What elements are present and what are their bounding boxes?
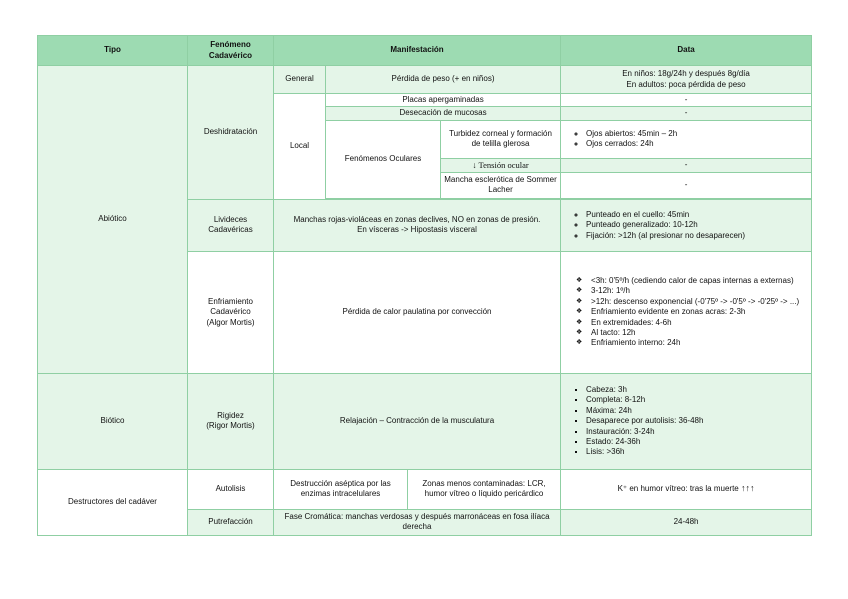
list-item: ▪ Estado: 24-36h [586,437,808,447]
list-item: ◦ Punteado generalizado: 10-12h [586,220,808,230]
autolisis-manifestacion-2: Zonas menos contaminadas: LCR, humor vítreo o líquido pericárdico [408,469,561,509]
list-item: ❖ Al tacto: 12h [576,328,808,338]
list-item: ▪ Máxima: 24h [586,406,808,416]
list-item: ❖ En extremidades: 4-6h [576,318,808,328]
header-manifestacion: Manifestación [274,36,561,66]
tipo-biotico: Biótico [38,373,188,469]
list-item: ▪ Lisis: >36h [586,447,808,457]
general-manifestacion: Pérdida de peso (+ en niños) [326,66,561,94]
placas-manifestacion: Placas apergaminadas [326,94,561,107]
list-item: ▪ Completa: 8-12h [586,395,808,405]
header-fenomeno-line2: Cadavérico [208,50,253,60]
desecacion-data: - [561,107,812,120]
tipo-destructores: Destructores del cadáver [38,469,188,535]
general-data [561,66,812,94]
postmortem-phenomena-table [37,35,812,536]
header-fenomeno [188,36,274,66]
list-item: ▪ Desaparece por autolisis: 36-48h [586,416,808,426]
enfriamiento-line1: Enfriamiento [208,296,253,306]
fenomeno-enfriamiento [188,251,274,373]
desecacion-manifestacion: Desecación de mucosas [326,107,561,120]
turbidez-manifestacion: Turbidez corneal y formación de telilla glerosa [441,120,561,158]
header-fenomeno-line1: Fenómeno [210,40,251,50]
general-data-line1: En niños: 18g/24h y después 8g/día [622,69,750,79]
mancha-data: - [561,172,812,198]
list-item: ▪ Cabeza: 3h [586,385,808,395]
table-row [38,373,812,469]
table-row [38,66,812,94]
rigidez-manifestacion: Relajación – Contracción de la musculatura [274,373,561,469]
fenomeno-deshidratacion: Deshidratación [188,66,274,200]
general-data-line2: En adultos: poca pérdida de peso [626,79,746,89]
rigidez-data [561,373,812,469]
autolisis-data-text: K⁺ en humor vítreo: tras la muerte [617,484,739,494]
list-item: ◦ Punteado en el cuello: 45min [586,210,808,220]
turbidez-data [561,120,812,158]
putrefaccion-manifestacion: Fase Cromática: manchas verdosas y después marronáceas en fosa ilíaca derecha [274,509,561,535]
header-tipo: Tipo [38,36,188,66]
mancha-manifestacion: Mancha esclerótica de Sommer Lacher [441,172,561,198]
list-item: ◦ Ojos cerrados: 24h [586,139,808,149]
arrows-up-icon: ↑↑↑ [740,483,755,494]
list-item: ◦ Ojos abiertos: 45min – 2h [586,129,808,139]
header-data: Data [561,36,812,66]
enfriamiento-line2: Cadavérico [210,307,251,317]
rigidez-line1: Rigidez [217,410,244,420]
livideces-manif-line1: Manchas rojas-violáceas en zonas declives, NO en zonas de presión. [293,214,541,224]
enfriamiento-data [561,251,812,373]
table-row [38,469,812,509]
list-item: ❖ 3-12h: 1º/h [576,286,808,296]
enfriamiento-manifestacion: Pérdida de calor paulatina por convección [274,251,561,373]
fenomeno-autolisis: Autolisis [188,469,274,509]
tension-label: Tensión ocular [478,159,529,170]
putrefaccion-data: 24-48h [561,509,812,535]
livideces-line1: Livideces [213,214,248,224]
tension-manifestacion [441,158,561,172]
autolisis-data [561,469,812,509]
header-row [38,36,812,66]
fenomeno-livideces [188,199,274,251]
fenomeno-putrefaccion: Putrefacción [188,509,274,535]
livideces-manif-line2: En vísceras -> Hipostasis visceral [357,225,477,235]
list-item: ❖ >12h: descenso exponencial (-0'75º -> -0'5º -> -0'25º -> ...) [576,297,808,307]
list-item: ◦ Fijación: >12h (al presionar no desaparecen) [586,231,808,241]
fenomeno-rigidez [188,373,274,469]
arrow-down-icon: ↓ [472,159,477,170]
local-label: Local [274,94,326,200]
livideces-data [561,199,812,251]
placas-data: - [561,94,812,107]
list-item: ❖ Enfriamiento evidente en zonas acras: 2-3h [576,307,808,317]
autolisis-manifestacion-1: Destrucción aséptica por las enzimas intracelulares [274,469,408,509]
tipo-abiotico: Abiótico [38,66,188,374]
enfriamiento-line3: (Algor Mortis) [206,317,255,327]
general-label: General [274,66,326,94]
list-item: ▪ Instauración: 3-24h [586,427,808,437]
tension-data: - [561,158,812,172]
fenomenos-oculares: Fenómenos Oculares [326,120,441,198]
rigidez-line2: (Rigor Mortis) [206,421,255,431]
livideces-manifestacion [274,199,561,251]
livideces-line2: Cadavéricas [208,225,253,235]
list-item: ❖ Enfriamiento interno: 24h [576,338,808,348]
list-item: ❖ <3h: 0'5º/h (cediendo calor de capas internas a externas) [576,276,808,286]
